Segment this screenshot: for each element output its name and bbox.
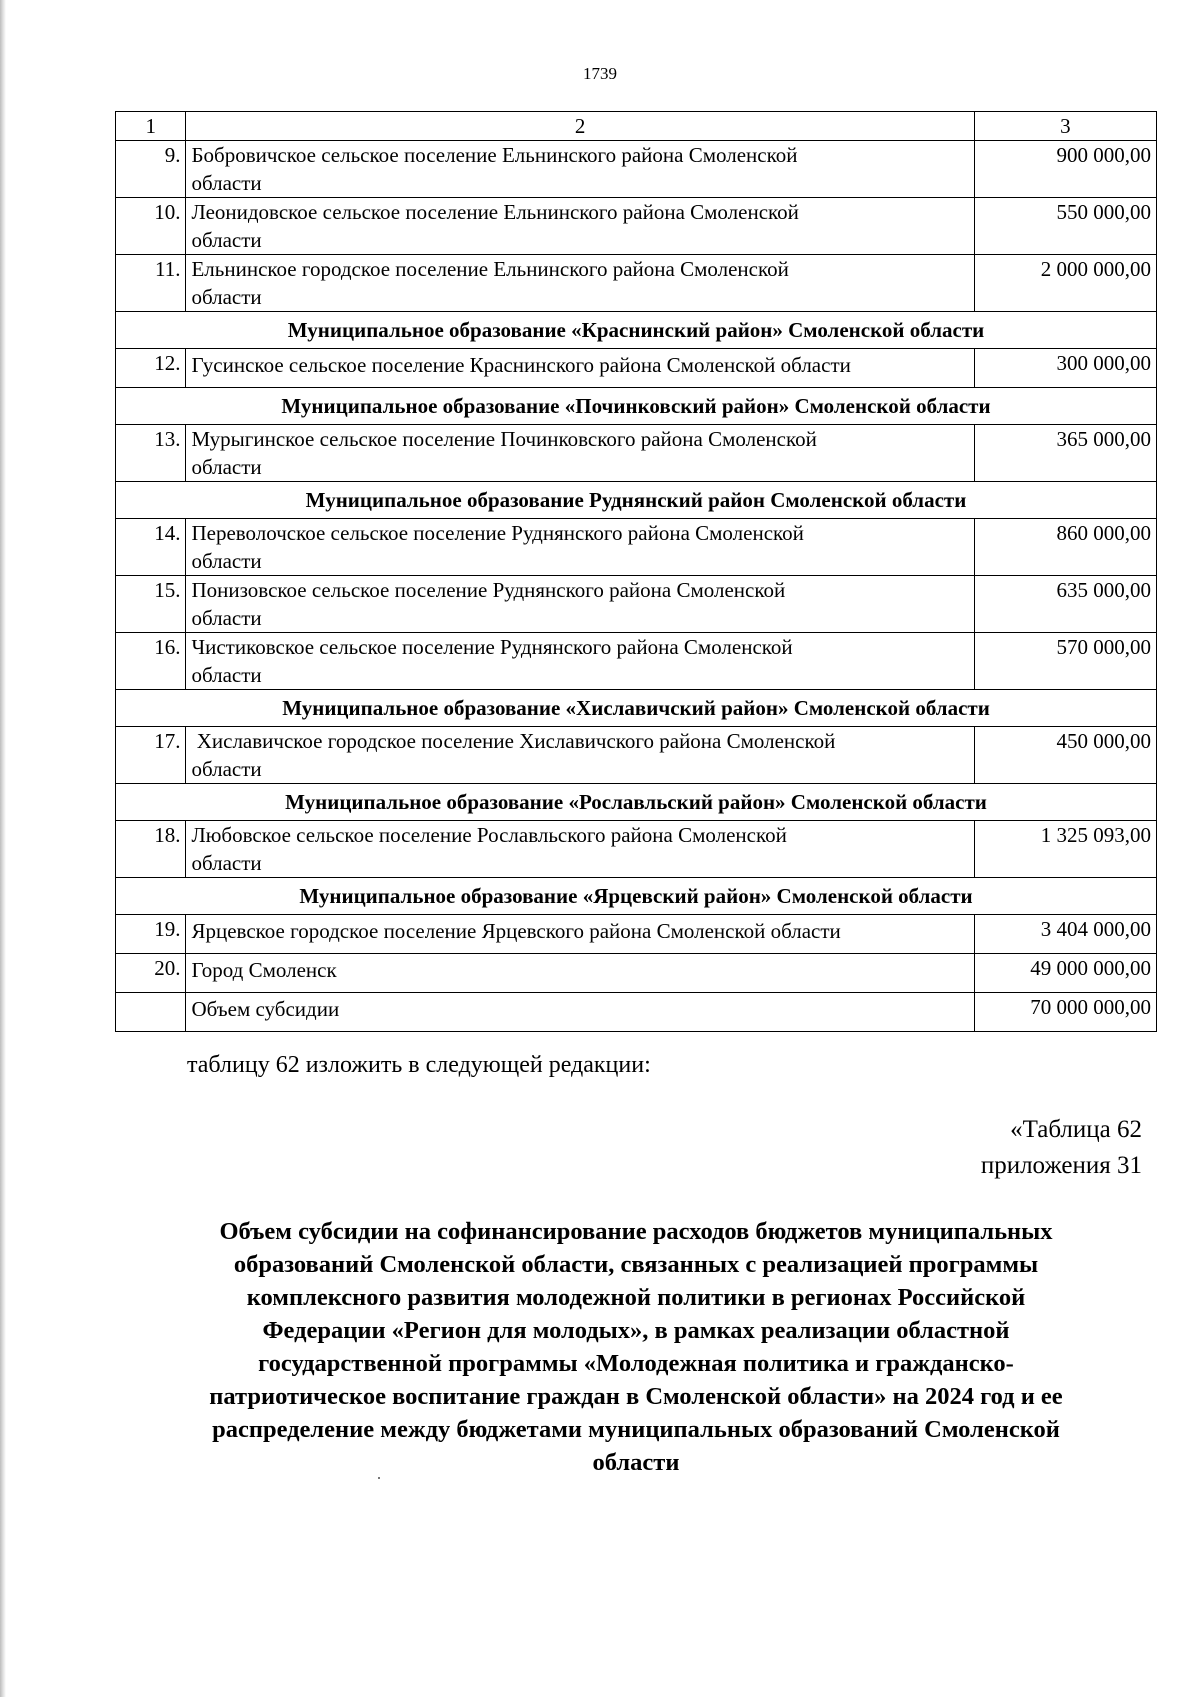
row-number: 18. xyxy=(116,821,186,878)
group-header-row xyxy=(116,784,1157,821)
table-row xyxy=(116,519,1157,576)
table-row xyxy=(116,349,1157,388)
municipality-name xyxy=(186,993,974,1032)
name-line: Леонидовское сельское поселение Ельнинского района Смоленской xyxy=(191,200,799,224)
page-number: 1739 xyxy=(583,64,617,83)
table-row xyxy=(116,993,1157,1032)
row-number: 14. xyxy=(116,519,186,576)
row-number: 10. xyxy=(116,198,186,255)
column-header: 2 xyxy=(186,112,974,141)
row-number: 15. xyxy=(116,576,186,633)
name-line: Ярцевское городское поселение Ярцевского района Смоленской области xyxy=(191,919,841,943)
table-row xyxy=(116,727,1157,784)
municipality-name xyxy=(186,633,974,690)
municipality-name xyxy=(186,198,974,255)
subsidy-table xyxy=(115,111,1157,1032)
table-reference-line: «Таблица 62 xyxy=(1010,1116,1142,1143)
municipality-name xyxy=(186,821,974,878)
subsidy-amount: 1 325 093,00 xyxy=(974,821,1156,878)
name-line: Город Смоленск xyxy=(191,958,337,982)
subsidy-amount: 2 000 000,00 xyxy=(974,255,1156,312)
subsidy-amount: 900 000,00 xyxy=(974,141,1156,198)
row-number: 13. xyxy=(116,425,186,482)
row-number xyxy=(116,993,186,1032)
table-header-row xyxy=(116,112,1157,141)
subsidy-amount: 570 000,00 xyxy=(974,633,1156,690)
name-line: Ельнинское городское поселение Ельнинского района Смоленской xyxy=(191,257,789,281)
municipality-name xyxy=(186,519,974,576)
table-row xyxy=(116,915,1157,954)
municipality-name xyxy=(186,954,974,993)
table-row xyxy=(116,821,1157,878)
subsidy-amount: 3 404 000,00 xyxy=(974,915,1156,954)
heading-line: Объем субсидии на софинансирование расходов бюджетов муниципальных xyxy=(219,1218,1053,1245)
column-header: 1 xyxy=(116,112,186,141)
name-line: Гусинское сельское поселение Краснинского района Смоленской области xyxy=(191,353,851,377)
subsidy-amount: 450 000,00 xyxy=(974,727,1156,784)
table-row xyxy=(116,633,1157,690)
heading-line: Федерации «Регион для молодых», в рамках реализации областной xyxy=(262,1317,1010,1344)
name-line: области xyxy=(191,757,262,781)
name-line: Понизовское сельское поселение Руднянского района Смоленской xyxy=(191,578,786,602)
name-line: области xyxy=(191,228,262,252)
group-header-row xyxy=(116,482,1157,519)
scan-speck xyxy=(378,1477,380,1479)
group-title: Муниципальное образование «Рославльский район» Смоленской области xyxy=(116,784,1157,821)
heading-line: государственной программы «Молодежная политика и гражданско- xyxy=(258,1350,1014,1377)
table-row xyxy=(116,198,1157,255)
group-header-row xyxy=(116,388,1157,425)
table-reference-line: приложения 31 xyxy=(980,1152,1142,1179)
heading-line: образований Смоленской области, связанных с реализацией программы xyxy=(233,1251,1039,1278)
name-line: Хиславичское городское поселение Хиславичского района Смоленской xyxy=(191,729,836,753)
group-title: Муниципальное образование «Хиславичский район» Смоленской области xyxy=(116,690,1157,727)
row-number: 11. xyxy=(116,255,186,312)
subsidy-amount: 49 000 000,00 xyxy=(974,954,1156,993)
name-line: области xyxy=(191,606,262,630)
name-line: Объем субсидии xyxy=(191,997,340,1021)
heading-line: патриотическое воспитание граждан в Смоленской области» на 2024 год и ее xyxy=(209,1383,1063,1410)
subsidy-amount: 365 000,00 xyxy=(974,425,1156,482)
name-line: Мурыгинское сельское поселение Починковского района Смоленской xyxy=(191,427,817,451)
table-reference xyxy=(981,1112,1142,1184)
name-line: области xyxy=(191,549,262,573)
group-title: Муниципальное образование «Краснинский район» Смоленской области xyxy=(116,312,1157,349)
name-line: Бобровичское сельское поселение Ельнинского района Смоленской xyxy=(191,143,798,167)
name-line: Чистиковское сельское поселение Руднянского района Смоленской xyxy=(191,635,793,659)
row-number: 12. xyxy=(116,349,186,388)
row-number: 19. xyxy=(116,915,186,954)
municipality-name xyxy=(186,349,974,388)
table-row xyxy=(116,576,1157,633)
table-row xyxy=(116,141,1157,198)
table-row xyxy=(116,255,1157,312)
subsidy-amount: 860 000,00 xyxy=(974,519,1156,576)
subsidy-amount: 635 000,00 xyxy=(974,576,1156,633)
name-line: области xyxy=(191,285,262,309)
subsidy-amount: 300 000,00 xyxy=(974,349,1156,388)
name-line: Любовское сельское поселение Рославльского района Смоленской xyxy=(191,823,787,847)
table-row xyxy=(116,954,1157,993)
name-line: области xyxy=(191,455,262,479)
group-header-row xyxy=(116,878,1157,915)
municipality-name xyxy=(186,915,974,954)
subsidy-amount: 550 000,00 xyxy=(974,198,1156,255)
name-line: области xyxy=(191,851,262,875)
name-line: Переволочское сельское поселение Руднянского района Смоленской xyxy=(191,521,804,545)
name-line: области xyxy=(191,663,262,687)
group-title: Муниципальное образование «Починковский район» Смоленской области xyxy=(116,388,1157,425)
heading-line: области xyxy=(592,1449,680,1476)
group-title: Муниципальное образование Руднянский район Смоленской области xyxy=(116,482,1157,519)
municipality-name xyxy=(186,425,974,482)
scan-edge xyxy=(0,0,6,1697)
column-header: 3 xyxy=(974,112,1156,141)
table-row xyxy=(116,425,1157,482)
document-heading xyxy=(115,1215,1157,1479)
group-header-row xyxy=(116,312,1157,349)
heading-line: распределение между бюджетами муниципальных образований Смоленской xyxy=(212,1416,1060,1443)
municipality-name xyxy=(186,576,974,633)
group-header-row xyxy=(116,690,1157,727)
row-number: 17. xyxy=(116,727,186,784)
row-number: 16. xyxy=(116,633,186,690)
group-title: Муниципальное образование «Ярцевский район» Смоленской области xyxy=(116,878,1157,915)
name-line: области xyxy=(191,171,262,195)
row-number: 20. xyxy=(116,954,186,993)
row-number: 9. xyxy=(116,141,186,198)
municipality-name xyxy=(186,255,974,312)
instruction-text: таблицу 62 изложить в следующей редакции: xyxy=(187,1052,651,1078)
municipality-name xyxy=(186,727,974,784)
heading-line: комплексного развития молодежной политики в регионах Российской xyxy=(246,1284,1026,1311)
subsidy-amount: 70 000 000,00 xyxy=(974,993,1156,1032)
municipality-name xyxy=(186,141,974,198)
